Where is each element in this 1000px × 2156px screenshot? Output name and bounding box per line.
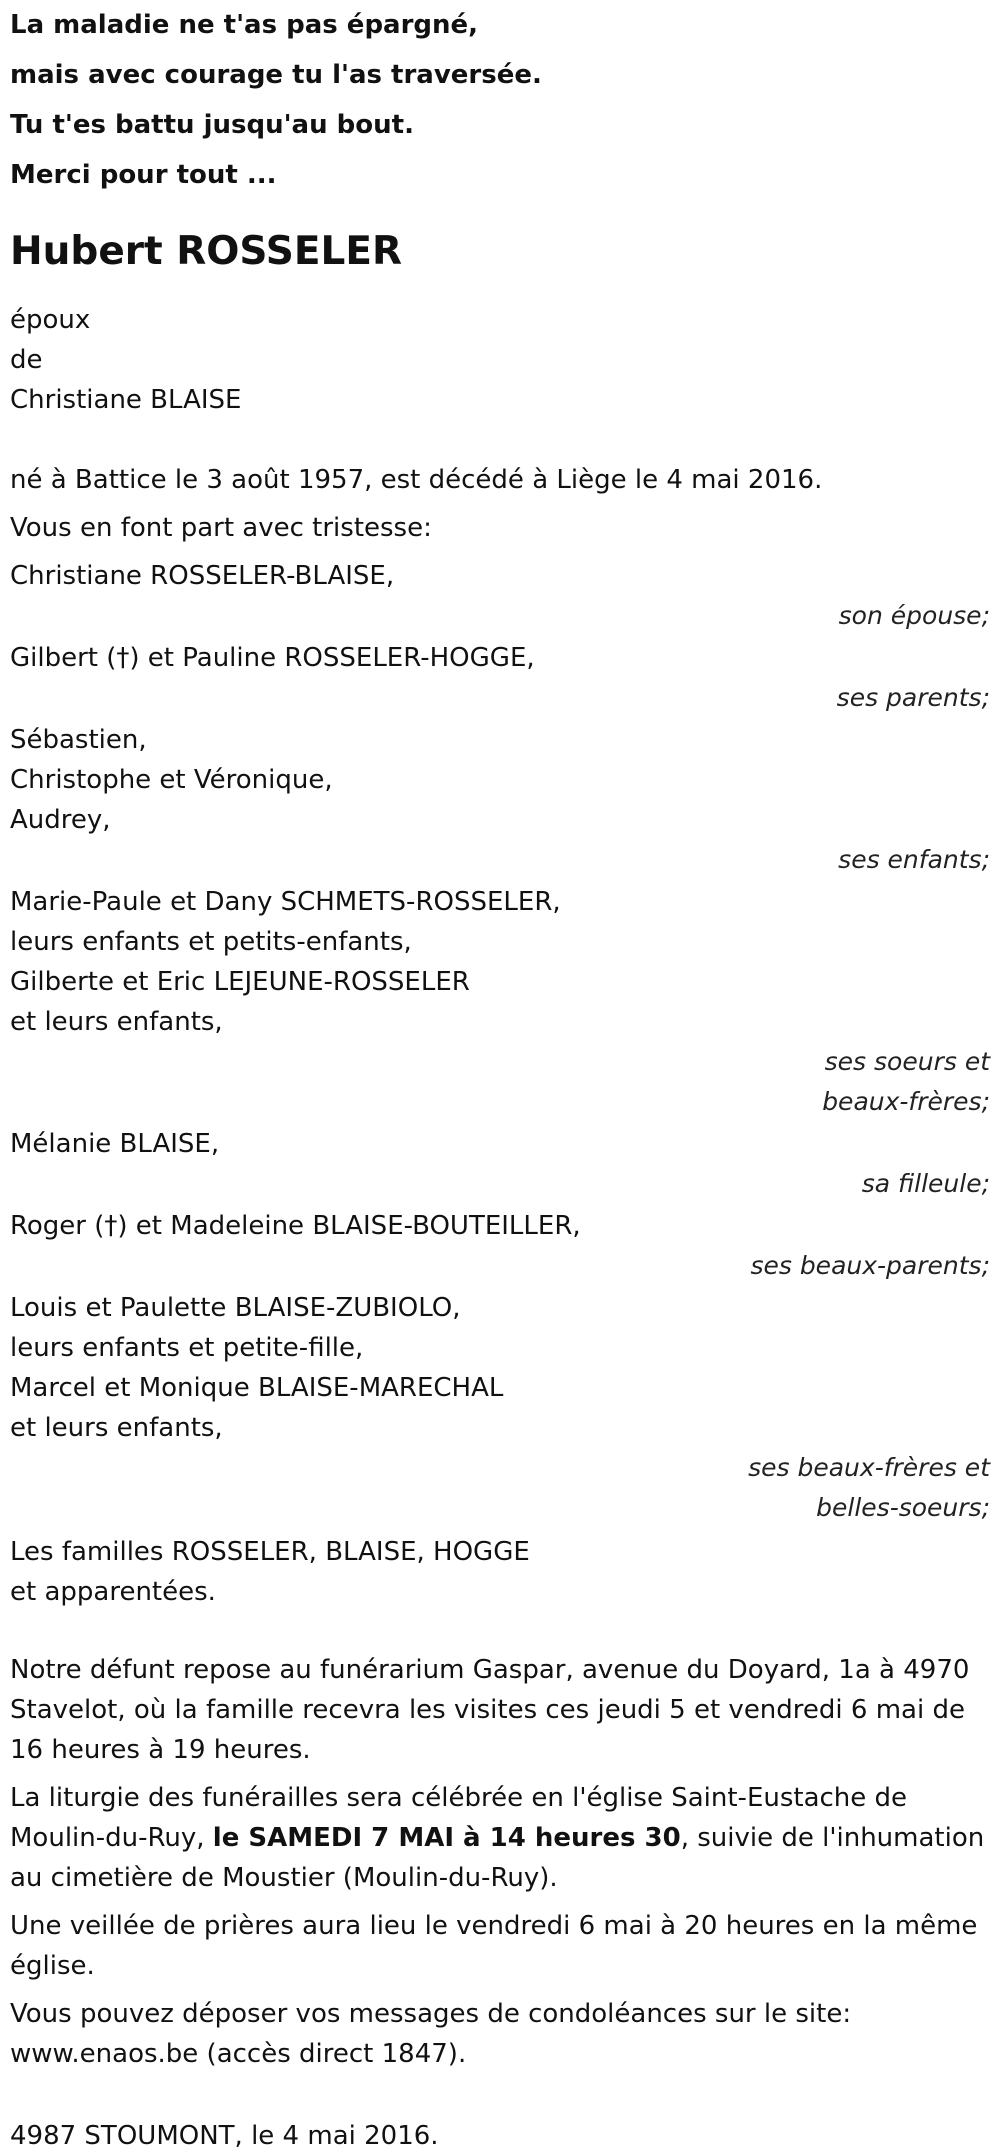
- family-name-line: Marcel et Monique BLAISE-MARECHAL: [10, 1373, 504, 1403]
- family-name-line: Gilbert (†) et Pauline ROSSELER-HOGGE,: [10, 643, 535, 673]
- poem-line: Merci pour tout ...: [10, 160, 277, 190]
- poem-line: mais avec courage tu l'as traversée.: [10, 60, 542, 90]
- liturgy-burial: , suivie de l'inhumation: [680, 1823, 985, 1853]
- spouse-block: [10, 300, 990, 420]
- family-relation: [10, 596, 990, 636]
- family-names: [10, 1206, 990, 1246]
- family-name-line: Roger (†) et Madeleine BLAISE-BOUTEILLER,: [10, 1211, 581, 1241]
- family-group-siblings-in-law: [10, 1288, 990, 1528]
- family-name-line: Christiane ROSSELER-BLAISE,: [10, 561, 395, 591]
- obituary-page: [10, 0, 990, 2156]
- paragraph-line: www.enaos.be (accès direct 1847).: [10, 2039, 467, 2069]
- family-names: [10, 720, 990, 840]
- paragraph-line: Vous pouvez déposer vos messages de condoléances sur le site:: [10, 1999, 852, 2029]
- spouse-line: de: [10, 345, 43, 375]
- relation-line: beaux-frères;: [822, 1087, 990, 1116]
- family-group-spouse: [10, 556, 990, 636]
- family-name-line: Christophe et Véronique,: [10, 765, 333, 795]
- relation-line: son épouse;: [838, 601, 990, 630]
- family-name-line: Sébastien,: [10, 725, 147, 755]
- family-group-goddaughter: [10, 1124, 990, 1204]
- family-relation: [10, 1448, 990, 1528]
- family-group-parents-in-law: [10, 1206, 990, 1286]
- family-group-siblings: [10, 882, 990, 1122]
- family-names: [10, 1124, 990, 1164]
- vigil-paragraph: [10, 1906, 990, 1986]
- family-group-children: [10, 720, 990, 880]
- spouse-line: époux: [10, 305, 91, 335]
- family-name-line: Gilberte et Eric LEJEUNE-ROSSELER: [10, 967, 470, 997]
- spouse-line: Christiane BLAISE: [10, 385, 242, 415]
- family-group-parents: [10, 638, 990, 718]
- relation-line: ses enfants;: [838, 845, 990, 874]
- liturgy-paragraph: [10, 1778, 990, 1898]
- family-relation: [10, 678, 990, 718]
- family-name-line: et leurs enfants,: [10, 1007, 223, 1037]
- relation-line: sa filleule;: [861, 1169, 990, 1198]
- poem-line: Tu t'es battu jusqu'au bout.: [10, 110, 414, 140]
- family-name-line: leurs enfants et petite-fille,: [10, 1333, 364, 1363]
- paragraph-line: Notre défunt repose au funérarium Gaspar, avenue du Doyard, 1a à 4970: [10, 1655, 970, 1685]
- family-names: [10, 556, 990, 596]
- announcement-intro: Vous en font part avec tristesse:: [10, 513, 432, 543]
- deceased-name: Hubert ROSSELER: [10, 229, 402, 274]
- rest-paragraph: [10, 1650, 990, 1770]
- family-relation: [10, 1042, 990, 1122]
- paragraph-line: La liturgie des funérailles sera célébrée en l'église Saint-Eustache de: [10, 1783, 908, 1813]
- relation-line: ses soeurs et: [824, 1047, 990, 1076]
- family-relation: [10, 1164, 990, 1204]
- families-line: et apparentées.: [10, 1577, 216, 1607]
- poem: [10, 0, 990, 200]
- family-name-line: leurs enfants et petits-enfants,: [10, 927, 412, 957]
- paragraph-line: au cimetière de Moustier (Moulin-du-Ruy).: [10, 1863, 558, 1893]
- family-name-line: Audrey,: [10, 805, 111, 835]
- families-line: Les familles ROSSELER, BLAISE, HOGGE: [10, 1537, 530, 1567]
- relation-line: belles-soeurs;: [816, 1493, 990, 1522]
- poem-line: La maladie ne t'as pas épargné,: [10, 10, 479, 40]
- birth-death-line: né à Battice le 3 août 1957, est décédé à Liège le 4 mai 2016.: [10, 465, 823, 495]
- paragraph-line: Une veillée de prières aura lieu le vendredi 6 mai à 20 heures en la même: [10, 1911, 978, 1941]
- family-names: [10, 638, 990, 678]
- signoff: 4987 STOUMONT, le 4 mai 2016.: [10, 2121, 439, 2151]
- family-name-line: et leurs enfants,: [10, 1413, 223, 1443]
- family-relation: [10, 840, 990, 880]
- family-names: [10, 882, 990, 1042]
- relation-line: ses beaux-frères et: [748, 1453, 990, 1482]
- paragraph-line: [10, 1818, 990, 1858]
- family-relation: [10, 1246, 990, 1286]
- relation-line: ses parents;: [836, 683, 990, 712]
- families-block: [10, 1532, 990, 1612]
- family-name-line: Louis et Paulette BLAISE-ZUBIOLO,: [10, 1293, 461, 1323]
- family-names: [10, 1288, 990, 1448]
- liturgy-date-time: le SAMEDI 7 MAI à 14 heures 30: [212, 1823, 681, 1853]
- paragraph-line: Stavelot, où la famille recevra les visites ces jeudi 5 et vendredi 6 mai de: [10, 1695, 965, 1725]
- family-name-line: Marie-Paule et Dany SCHMETS-ROSSELER,: [10, 887, 561, 917]
- family-name-line: Mélanie BLAISE,: [10, 1129, 220, 1159]
- condolence-paragraph: [10, 1994, 990, 2074]
- liturgy-location: Moulin-du-Ruy,: [10, 1823, 213, 1853]
- paragraph-line: 16 heures à 19 heures.: [10, 1735, 311, 1765]
- relation-line: ses beaux-parents;: [750, 1251, 990, 1280]
- paragraph-line: église.: [10, 1951, 95, 1981]
